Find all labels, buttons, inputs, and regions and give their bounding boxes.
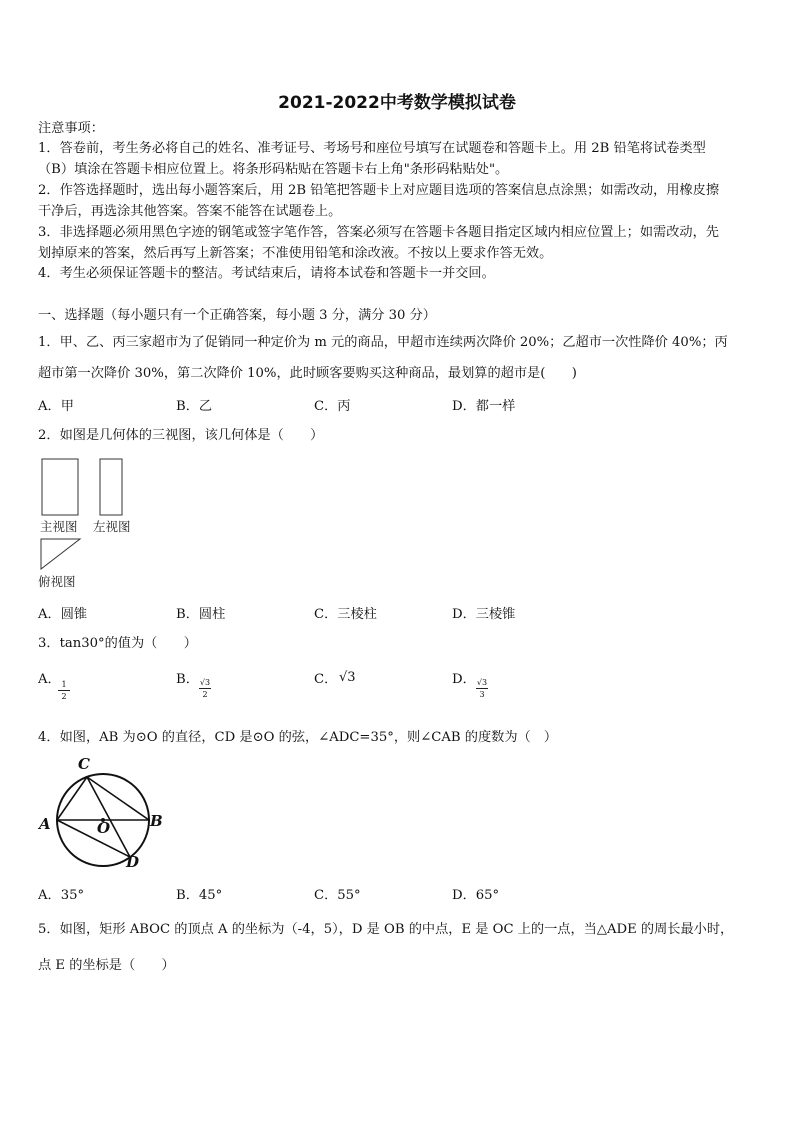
point-d-label: D [126,853,140,871]
notice-line: 3．非选择题必须用黑色字迹的钢笔或签字笔作答，答案必须写在答题卡各题目指定区域内相应位置上；如需改动，先 [38,225,719,240]
question-4-stem: 4．如图，AB 为⊙O 的直径，CD 是⊙O 的弦，∠ADC=35°，则∠CAB 的度数为（ ） [38,730,558,745]
q1-option-a: A．甲 [38,399,74,414]
notice-line: 4．考生必须保证答题卡的整洁。考试结束后，请将本试卷和答题卡一并交回。 [38,266,495,281]
fraction-denominator: 3 [479,690,485,699]
fraction-numerator: 1 [61,680,67,689]
q4-option-b: B．45° [176,888,223,903]
top-view-label: 俯视图 [38,574,76,589]
question-1-line: 1．甲、乙、丙三家超市为了促销同一种定价为 m 元的商品，甲超市连续两次降价 20%；乙超市一次性降价 40%；丙 [38,335,728,350]
section-heading: 一、选择题（每小题只有一个正确答案，每小题 3 分，满分 30 分） [38,308,436,323]
notice-line: 干净后，再选涂其他答案。答案不能答在试题卷上。 [38,204,342,219]
q2-option-a: A．圆锥 [38,607,88,622]
q3-option-a-letter: A． [38,672,61,687]
question-2-stem: 2．如图是几何体的三视图，该几何体是（ ） [38,428,324,443]
q3-option-c-value: √3 [339,670,356,685]
q4-option-c: C．55° [314,888,361,903]
notice-line: 1．答卷前，考生务必将自己的姓名、准考证号、考场号和座位号填写在试题卷和答题卡上。用 2B 铅笔将试卷类型 [38,141,706,156]
fraction-denominator: 2 [202,690,208,699]
q4-option-a: A．35° [38,888,85,903]
notice-heading: 注意事项： [38,121,104,136]
q3-option-c-letter: C． [314,672,338,687]
q3-option-a-fraction [56,680,72,701]
notice-line: 划掉原来的答案，然后再写上新答案；不准使用铅笔和涂改液。不按以上要求作答无效。 [38,246,553,261]
question-5-line: 点 E 的坐标是（ ） [38,958,175,973]
circle-figure [38,755,168,880]
segment-cd [87,777,130,857]
point-c-label: C [78,755,90,773]
point-b-label: B [150,812,163,830]
q1-option-b: B．乙 [176,399,213,414]
segment-cb [87,777,149,820]
q1-option-c: C．丙 [314,399,351,414]
q2-option-d: D．三棱锥 [452,607,516,622]
left-view-label: 左视图 [93,519,131,534]
q3-option-d-fraction [474,678,490,699]
left-view-rectangle [100,459,122,515]
fraction-denominator: 2 [61,692,67,701]
q1-option-d: D．都一样 [452,399,516,414]
question-1-line: 超市第一次降价 30%，第二次降价 10%，此时顾客要购买这种商品，最划算的超市是( ) [38,366,577,381]
fraction-numerator: √3 [199,678,211,687]
three-view-figure [38,456,148,576]
q2-option-c: C．三棱柱 [314,607,377,622]
q3-option-d-letter: D． [452,672,476,687]
point-o-label: O [97,819,111,837]
q3-option-b-letter: B． [176,672,199,687]
front-view-label: 主视图 [40,519,78,534]
q2-option-b: B．圆柱 [176,607,226,622]
segment-ad [57,820,130,857]
page-title: 2021-2022中考数学模拟试卷 [278,93,516,113]
fraction-numerator: √3 [476,678,488,687]
notice-line: 2．作答选择题时，选出每小题答案后，用 2B 铅笔把答题卡上对应题目选项的答案信息点涂黑；如需改动，用橡皮擦 [38,183,720,198]
top-view-triangle [41,539,80,569]
question-3-stem: 3．tan30°的值为（ ） [38,636,197,651]
q4-option-d: D．65° [452,888,500,903]
q3-option-b-fraction [197,678,213,699]
question-5-line: 5．如图，矩形 ABOC 的顶点 A 的坐标为（-4，5），D 是 OB 的中点，E 是 OC 上的一点，当△ADE 的周长最小时， [38,922,734,937]
front-view-rectangle [42,459,78,515]
notice-line: （B）填涂在答题卡相应位置上。将条形码粘贴在答题卡右上角"条形码粘贴处"。 [38,162,509,177]
point-a-label: A [39,815,51,833]
